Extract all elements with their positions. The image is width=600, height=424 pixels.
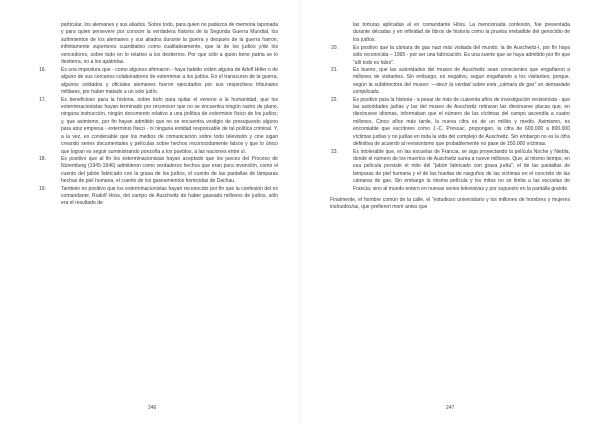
item-text (353, 67, 570, 97)
list-item (330, 67, 570, 97)
item-number: 21. (331, 67, 339, 74)
item-text: Es positivo que la cámara de gas nazi más visitada del mundo, la de Auschwitz-I, por fin haya sido reconocida – 1995 - por ser una fabricación. Es una suerte que se haya admitido por fin que "allí todo es falso". (353, 44, 570, 66)
item-text: Es intolerable que, en las escuelas de Francia, se siga proyectando la película Noche y Niebla, donde el número de los muertos de Auschwitz suma a nueve millones. Que, al mismo tiempo, en esa película persiste el mito del "jabón fabricado con grasa judía", el de las pantallas de lámparas de piel humana y el de las huellas de rasguños de las víctimas en el concreto de las cámaras de gas. Sin embargo la misma película y los mitos no se limita a las escuelas de Francia; sino al mundo entero en nuevas series televisivas y por supuesto en la pantalla grande. (353, 148, 570, 192)
right-text-column (330, 22, 570, 212)
item-number: 17. (39, 96, 47, 103)
item-text: Es una impostura que - como algunos afirmaron - haya habido orden alguna de Adolf Hitler o de alguno de sus cercanos colaboradores de exterminar a los judíos. En el transcurso de la guerra, algunos soldados y oficiales alemanes fueron ejecutados por sus respectivos tribunales militares, por haber matado a un solo judío. (61, 67, 278, 96)
item-text-italic: decir la verdad sobre esta „cámara de gas‟ es demasiado complicado. (353, 81, 571, 96)
right-continuation-paragraph: las torturas aplicadas al ex comandante Höss. La mencionada confesión, fue presentada durante décadas y en infinidad de libros de historia como la prueba irrebatible del genocidio de los judíos. (353, 22, 570, 43)
item-number: 22. (331, 96, 339, 103)
closing-paragraph: Finalmente, el hombre común de la calle, el "estudioso universitario y los millones de hombres y mujeres instruidos/as, que prefieren morir antes que (330, 196, 570, 211)
item-number: 18. (39, 155, 47, 162)
item-text: Es positivo para la historia - a pesar de más de cuarenta años de investigación revisionista - que las autoridades judías y las del museo de Auschwitz retiraran las diecinueve placas que, en diecinueve idiomas, informaban que el número de las víctimas del campo ascendía a cuatro millones. Cinco años más tarde, la nueva cifra es de un millón y medio. Asimismo, es encomiable que escritores como J.-C. Pressac, propongan, la cifra de 600.000 a 800.000 víctimas judías y no judías en toda la vida del complejo de Auschwitz. Sin embargo no es la cifra definitiva de acuerdo al revisionismo que probablemente no pase de 150.000 víctimas. (353, 96, 570, 148)
list-item (330, 97, 570, 149)
page-number-left: 246 (148, 405, 157, 411)
item-number: 16. (39, 67, 47, 74)
list-item (38, 97, 278, 156)
page-number-right: 247 (446, 405, 455, 411)
left-text-column (38, 22, 278, 208)
item-text: Es positivo que al fin los exterminacionistas hayan aceptado que los jueces del Proceso de Núremberg (1945-1946) admitieron como verdaderos hechos que eran pura invención, como el cuento del jabón fabricado con la grasa de los judíos, el cuento de las pantallas de lámparas hechas de piel humana, el cuento de los gaseamientos homicidas de Dachau. (61, 155, 278, 185)
left-continuation-paragraph: particular, los alemanes y sus aliados. Sobre todo, para quien no padezca de memoria taponada y para quien persevere por conocer la verdadera historia de la Segunda Guerra Mundial, los sufrimientos de los alemanes y sus aliados durante la guerra y después de la guerra fueron, infinitamente superiores cuantitativo como cualitativamente, que la de los judíos y/de los vencedores, sobre todo en lo relativo a los destierros. Por que sólo a quien tiene patria se lo destierra, no a los apátridas. (61, 22, 278, 66)
list-item (38, 156, 278, 186)
item-text: Es beneficioso para la historia, sobre todo para quitar el veneno a la humanidad, que los exterminacionistas hayan terminado por reconocer que no se encuentra ningún rastro de plano, ninguna instrucción, ningún documento relativo a una política de exterminio físico de los judíos; y, que asimismo, por fin hayan admitido que no se encuentra vestigio de presupuesto alguno para atoz empresa - exterminio físico - ni ninguna entidad responsable de tal política criminal. Y, a la vez, es condenable que los medios de comunicación sobre todo televisión y cine sigan creando series documentales y películas sobre hechos reconocidamente falsos y que lo único que logran es seguir suministrando ponzoña a los pueblos, a las naciones entre sí. (61, 96, 278, 155)
list-item (330, 149, 570, 193)
item-number: 23. (331, 148, 339, 155)
item-number: 19. (39, 185, 47, 192)
item-text: También es positivo que los exterminacionistas hayan reconocido por fin que la confesión del ex comandante, Rudolf Höss, del campo de Auschwitz de haber gaseado millones de judíos, sólo era el resultado de (61, 185, 278, 207)
list-item (38, 67, 278, 97)
item-text-plain: Es bueno, que las autoridades del museo de Auschwitz sean conscientes que engañaron a millones de visitantes. Sin embargo, es negativo, seguir engañando a los visitantes; porque, según la subdirectora del museo: — (353, 67, 570, 88)
list-item (330, 45, 570, 67)
right-page (300, 0, 600, 424)
list-item (38, 186, 278, 208)
item-number: 20. (331, 44, 339, 51)
